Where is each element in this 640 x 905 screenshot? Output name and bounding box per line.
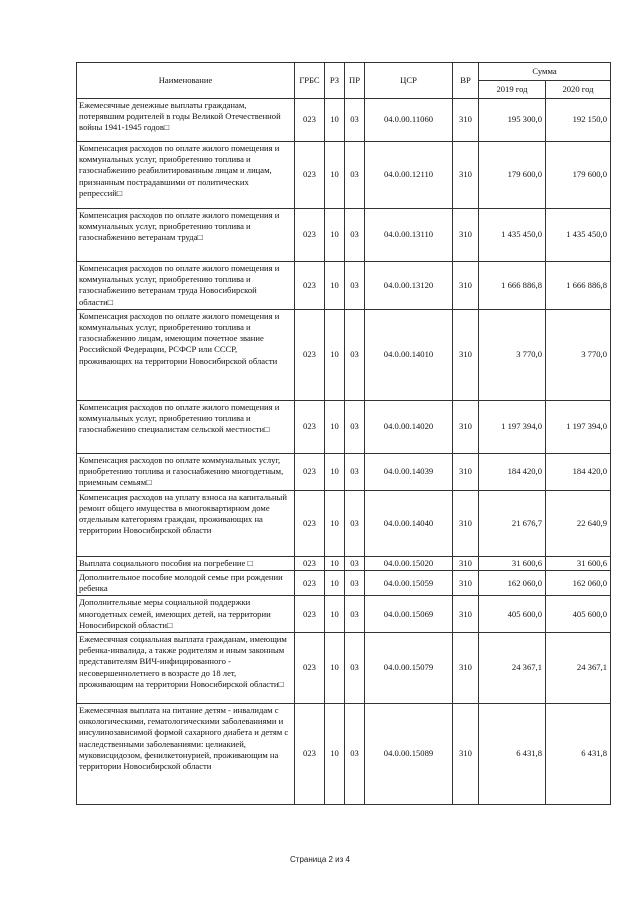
row-amount-2020: 3 770,0 bbox=[546, 309, 611, 400]
row-amount-2019: 3 770,0 bbox=[479, 309, 546, 400]
row-amount-2019: 1 197 394,0 bbox=[479, 400, 546, 453]
row-csr: 04.0.00.11060 bbox=[365, 99, 453, 142]
row-grbs: 023 bbox=[295, 400, 325, 453]
page-footer: Страница 2 из 4 bbox=[290, 855, 350, 864]
row-rz: 10 bbox=[325, 209, 345, 262]
header-pr: ПР bbox=[345, 63, 365, 99]
row-rz: 10 bbox=[325, 596, 345, 633]
row-name: Компенсация расходов на уплату взноса на капитальный ремонт общего имущества в многоквартирном доме отдельным категориям граждан, проживающих на территории Новосибирской области bbox=[77, 490, 295, 556]
table-row bbox=[77, 400, 611, 453]
row-rz: 10 bbox=[325, 704, 345, 805]
row-csr: 04.0.00.15020 bbox=[365, 556, 453, 570]
row-pr: 03 bbox=[345, 596, 365, 633]
row-pr: 03 bbox=[345, 704, 365, 805]
row-pr: 03 bbox=[345, 262, 365, 310]
table-row bbox=[77, 571, 611, 596]
row-amount-2020: 162 060,0 bbox=[546, 571, 611, 596]
header-2020: 2020 год bbox=[546, 81, 611, 99]
header-grbs: ГРБС bbox=[295, 63, 325, 99]
row-pr: 03 bbox=[345, 633, 365, 704]
row-csr: 04.0.00.14039 bbox=[365, 453, 453, 490]
row-vr: 310 bbox=[453, 596, 479, 633]
row-csr: 04.0.00.13110 bbox=[365, 209, 453, 262]
row-csr: 04.0.00.13120 bbox=[365, 262, 453, 310]
row-rz: 10 bbox=[325, 556, 345, 570]
header-rz: РЗ bbox=[325, 63, 345, 99]
row-amount-2019: 31 600,6 bbox=[479, 556, 546, 570]
row-amount-2020: 6 431,8 bbox=[546, 704, 611, 805]
row-grbs: 023 bbox=[295, 99, 325, 142]
row-amount-2020: 1 435 450,0 bbox=[546, 209, 611, 262]
row-amount-2020: 22 640,9 bbox=[546, 490, 611, 556]
row-amount-2020: 1 666 886,8 bbox=[546, 262, 611, 310]
table-row bbox=[77, 633, 611, 704]
row-csr: 04.0.00.14020 bbox=[365, 400, 453, 453]
row-name: Ежемесячная социальная выплата гражданам, имеющим ребенка-инвалида, а также родителям и иным законным представителям ВИЧ-инфицированного - несовершеннолетнего в возрасте до 18 лет, проживающим на территории Новосибирской области□ bbox=[77, 633, 295, 704]
row-name: Ежемесячная выплата на питание детям - инвалидам с онкологическими, гематологическими заболеваниями и инсулинозависимой формой сахарного диабета и детям с наследственными заболеваниями: целиакией, муковисцидозом, фенилкетонурией, проживающим на территории Новосибирской области bbox=[77, 704, 295, 805]
row-amount-2019: 195 300,0 bbox=[479, 99, 546, 142]
row-name: Компенсация расходов по оплате жилого помещения и коммунальных услуг, приобретению топлива и газоснабжению лицам, имеющим почетное звание Российской Федерации, РСФСР или СССР, проживающих на территории Новосибирской области bbox=[77, 309, 295, 400]
row-amount-2019: 1 666 886,8 bbox=[479, 262, 546, 310]
table-row bbox=[77, 556, 611, 570]
table-row bbox=[77, 490, 611, 556]
row-csr: 04.0.00.15059 bbox=[365, 571, 453, 596]
row-name: Компенсация расходов по оплате жилого помещения и коммунальных услуг, приобретению топлива и газоснабжению ветеранам труда Новосибирской области□ bbox=[77, 262, 295, 310]
row-grbs: 023 bbox=[295, 571, 325, 596]
row-rz: 10 bbox=[325, 400, 345, 453]
row-name: Дополнительное пособие молодой семье при рождении ребенка bbox=[77, 571, 295, 596]
table-row bbox=[77, 142, 611, 209]
budget-table bbox=[76, 62, 611, 805]
row-name: Компенсация расходов по оплате жилого помещения и коммунальных услуг, приобретению топлива и газоснабжению специалистам сельской местности□ bbox=[77, 400, 295, 453]
row-name: Выплата социального пособия на погребение □ bbox=[77, 556, 295, 570]
row-vr: 310 bbox=[453, 99, 479, 142]
row-vr: 310 bbox=[453, 309, 479, 400]
row-grbs: 023 bbox=[295, 142, 325, 209]
row-rz: 10 bbox=[325, 262, 345, 310]
row-amount-2020: 1 197 394,0 bbox=[546, 400, 611, 453]
row-name: Компенсация расходов по оплате коммунальных услуг, приобретению топлива и газоснабжению многодетным, приемным семьям□ bbox=[77, 453, 295, 490]
row-pr: 03 bbox=[345, 490, 365, 556]
row-pr: 03 bbox=[345, 571, 365, 596]
header-csr: ЦСР bbox=[365, 63, 453, 99]
row-csr: 04.0.00.15079 bbox=[365, 633, 453, 704]
row-amount-2020: 179 600,0 bbox=[546, 142, 611, 209]
row-rz: 10 bbox=[325, 571, 345, 596]
row-name: Ежемесячные денежные выплаты гражданам, потерявшим родителей в годы Великой Отечественной войны 1941-1945 годов□ bbox=[77, 99, 295, 142]
row-amount-2020: 31 600,6 bbox=[546, 556, 611, 570]
row-amount-2019: 6 431,8 bbox=[479, 704, 546, 805]
row-grbs: 023 bbox=[295, 596, 325, 633]
row-grbs: 023 bbox=[295, 262, 325, 310]
table-row bbox=[77, 453, 611, 490]
row-pr: 03 bbox=[345, 400, 365, 453]
row-grbs: 023 bbox=[295, 309, 325, 400]
table-row bbox=[77, 309, 611, 400]
table-row bbox=[77, 704, 611, 805]
row-amount-2019: 405 600,0 bbox=[479, 596, 546, 633]
row-amount-2019: 162 060,0 bbox=[479, 571, 546, 596]
row-grbs: 023 bbox=[295, 453, 325, 490]
row-pr: 03 bbox=[345, 309, 365, 400]
row-csr: 04.0.00.14040 bbox=[365, 490, 453, 556]
row-pr: 03 bbox=[345, 99, 365, 142]
row-amount-2020: 405 600,0 bbox=[546, 596, 611, 633]
row-csr: 04.0.00.15089 bbox=[365, 704, 453, 805]
header-2019: 2019 год bbox=[479, 81, 546, 99]
row-amount-2020: 184 420,0 bbox=[546, 453, 611, 490]
row-name: Компенсация расходов по оплате жилого помещения и коммунальных услуг, приобретению топлива и газоснабжению ветеранам труда□ bbox=[77, 209, 295, 262]
table-row bbox=[77, 596, 611, 633]
row-pr: 03 bbox=[345, 556, 365, 570]
table-body bbox=[77, 99, 611, 805]
row-rz: 10 bbox=[325, 633, 345, 704]
row-vr: 310 bbox=[453, 142, 479, 209]
header-sum: Сумма bbox=[479, 63, 611, 81]
table-row bbox=[77, 209, 611, 262]
row-vr: 310 bbox=[453, 633, 479, 704]
row-rz: 10 bbox=[325, 453, 345, 490]
table-header bbox=[77, 63, 611, 99]
row-amount-2019: 1 435 450,0 bbox=[479, 209, 546, 262]
row-grbs: 023 bbox=[295, 490, 325, 556]
table-row bbox=[77, 99, 611, 142]
row-grbs: 023 bbox=[295, 704, 325, 805]
row-grbs: 023 bbox=[295, 633, 325, 704]
row-vr: 310 bbox=[453, 556, 479, 570]
row-grbs: 023 bbox=[295, 556, 325, 570]
row-csr: 04.0.00.15069 bbox=[365, 596, 453, 633]
row-rz: 10 bbox=[325, 99, 345, 142]
row-rz: 10 bbox=[325, 490, 345, 556]
row-amount-2020: 192 150,0 bbox=[546, 99, 611, 142]
row-csr: 04.0.00.14010 bbox=[365, 309, 453, 400]
row-rz: 10 bbox=[325, 142, 345, 209]
row-pr: 03 bbox=[345, 453, 365, 490]
row-vr: 310 bbox=[453, 209, 479, 262]
row-amount-2019: 21 676,7 bbox=[479, 490, 546, 556]
header-vr: ВР bbox=[453, 63, 479, 99]
row-amount-2019: 184 420,0 bbox=[479, 453, 546, 490]
table-row bbox=[77, 262, 611, 310]
row-amount-2020: 24 367,1 bbox=[546, 633, 611, 704]
row-rz: 10 bbox=[325, 309, 345, 400]
row-csr: 04.0.00.12110 bbox=[365, 142, 453, 209]
row-vr: 310 bbox=[453, 262, 479, 310]
row-pr: 03 bbox=[345, 209, 365, 262]
row-amount-2019: 179 600,0 bbox=[479, 142, 546, 209]
header-name: Наименование bbox=[77, 63, 295, 99]
row-vr: 310 bbox=[453, 490, 479, 556]
row-name: Компенсация расходов по оплате жилого помещения и коммунальных услуг, приобретению топлива и газоснабжению реабилитированным лицам и лицам, признанным пострадавшими от политических репрессий□ bbox=[77, 142, 295, 209]
row-amount-2019: 24 367,1 bbox=[479, 633, 546, 704]
row-pr: 03 bbox=[345, 142, 365, 209]
row-vr: 310 bbox=[453, 704, 479, 805]
row-vr: 310 bbox=[453, 400, 479, 453]
row-name: Дополнительные меры социальной поддержки многодетных семей, имеющих детей, на территории Новосибирской области□ bbox=[77, 596, 295, 633]
row-vr: 310 bbox=[453, 453, 479, 490]
row-grbs: 023 bbox=[295, 209, 325, 262]
row-vr: 310 bbox=[453, 571, 479, 596]
